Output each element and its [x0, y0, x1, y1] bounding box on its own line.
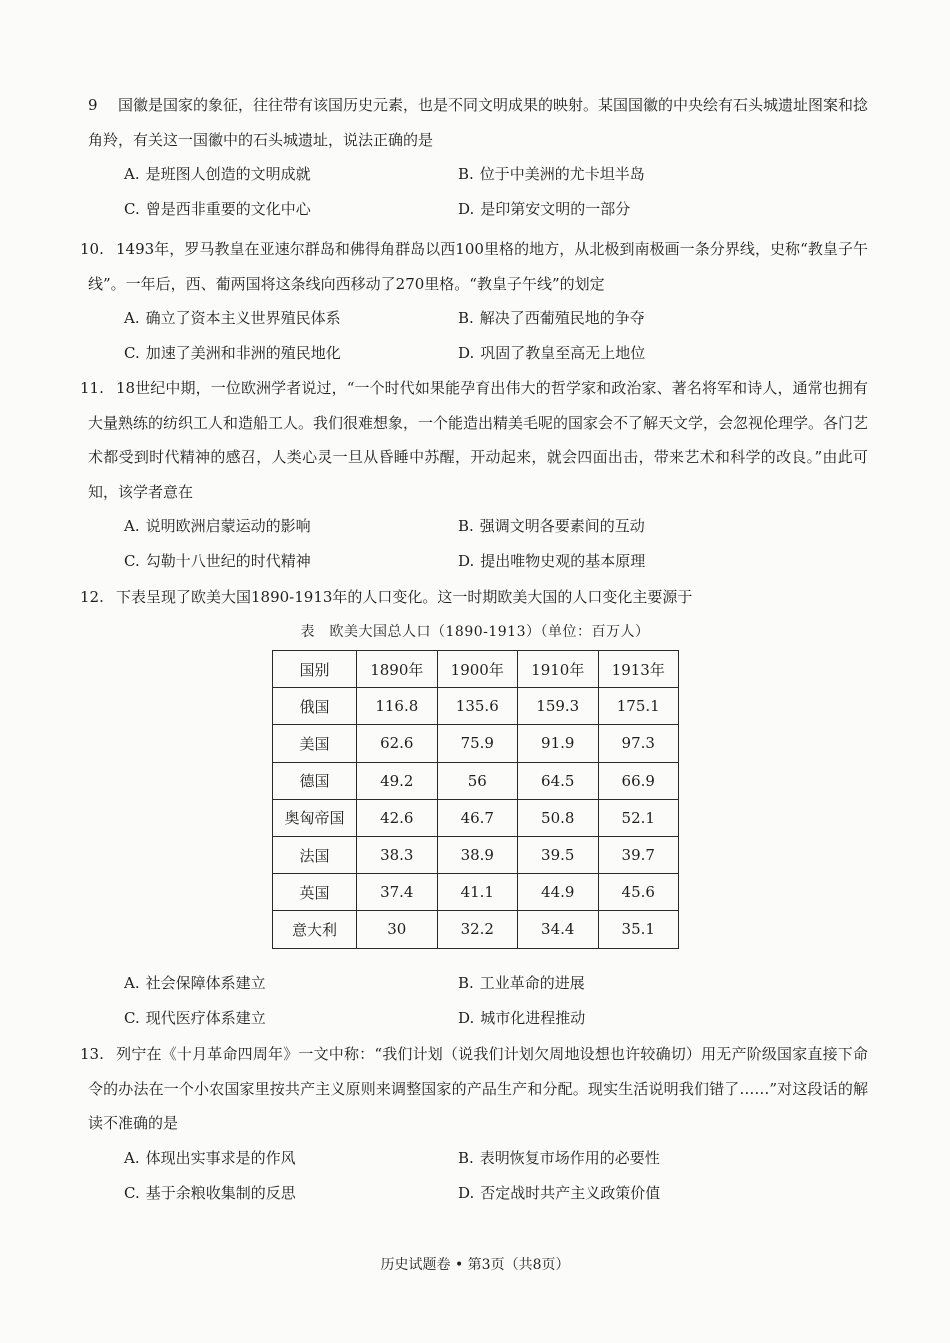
table-cell: 法国 — [273, 836, 357, 873]
table-header-cell: 1910年 — [518, 651, 598, 688]
table-header-cell: 国别 — [273, 651, 357, 688]
table-cell: 44.9 — [518, 874, 598, 911]
question-stem: 9 国徽是国家的象征，往往带有该国历史元素，也是不同文明成果的映射。某国国徽的中央绘有石头城遗址图案和捻角羚，有关这一国徽中的石头城遗址，说法正确的是 — [88, 88, 868, 157]
table-cell: 42.6 — [357, 799, 437, 836]
table-header-cell: 1890年 — [357, 651, 437, 688]
table-cell: 97.3 — [598, 725, 679, 762]
table-row — [273, 762, 679, 799]
table-cell: 52.1 — [598, 799, 679, 836]
question-stem: 10. 1493年，罗马教皇在亚速尔群岛和佛得角群岛以西100里格的地方，从北极到南极画一条分界线，史称“教皇子午线”。一年后，西、葡两国将这条线向西移动了270里格。“教皇子午线”的划定 — [88, 232, 868, 301]
option-b: B. 解决了西葡殖民地的争夺 — [458, 309, 645, 327]
question-9 — [88, 88, 868, 227]
table-row — [273, 799, 679, 836]
table-cell: 45.6 — [598, 874, 679, 911]
table-cell: 91.9 — [518, 725, 598, 762]
option-d: D. 巩固了教皇至高无上地位 — [458, 344, 646, 362]
table-cell: 39.7 — [598, 836, 679, 873]
table-cell: 德国 — [273, 762, 357, 799]
option-b: B. 位于中美洲的尤卡坦半岛 — [458, 165, 645, 183]
option-c: C. 加速了美洲和非洲的殖民地化 — [124, 344, 341, 362]
question-number: 13. — [80, 1045, 104, 1063]
option-b: B. 强调文明各要素间的互动 — [458, 517, 645, 535]
table-cell: 41.1 — [437, 874, 517, 911]
options-row-1 — [88, 1141, 868, 1176]
table-cell: 37.4 — [357, 874, 437, 911]
table-cell: 35.1 — [598, 911, 679, 948]
options-row-2 — [88, 1001, 868, 1036]
option-a: A. 是班图人创造的文明成就 — [124, 165, 311, 183]
option-a: A. 体现出实事求是的作风 — [124, 1148, 296, 1167]
option-d: D. 是印第安文明的一部分 — [458, 200, 631, 218]
table-cell: 159.3 — [518, 688, 598, 725]
table-cell: 30 — [357, 911, 437, 948]
option-a: A. 确立了资本主义世界殖民体系 — [124, 309, 341, 327]
options-row-1 — [88, 301, 868, 336]
table-row — [273, 725, 679, 762]
table-cell: 39.5 — [518, 836, 598, 873]
question-12 — [80, 580, 868, 615]
question-number: 9 — [88, 96, 98, 114]
table-cell: 英国 — [273, 874, 357, 911]
table-cell: 175.1 — [598, 688, 679, 725]
option-d: D. 城市化进程推动 — [458, 1009, 586, 1027]
table-cell: 75.9 — [437, 725, 517, 762]
table-cell: 64.5 — [518, 762, 598, 799]
question-11 — [80, 371, 869, 579]
table-cell: 俄国 — [273, 688, 357, 725]
option-b: B. 工业革命的进展 — [458, 974, 585, 992]
table-cell: 135.6 — [437, 688, 517, 725]
table-cell: 46.7 — [437, 799, 517, 836]
option-c: C. 现代医疗体系建立 — [124, 1009, 266, 1027]
question-stem: 11. 18世纪中期，一位欧洲学者说过，“一个时代如果能孕育出伟大的哲学家和政治家、著名将军和诗人，通常也拥有大量熟练的纺织工人和造船工人。我们很难想象，一个能造出精美毛呢的国家会不了解天文学，会忽视伦理学。各门艺术都受到时代精神的感召，人类心灵一旦从昏睡中苏醒，开动起来，就会四面出击，带来艺术和科学的改良。”由此可知，该学者意在 — [88, 371, 868, 509]
table-row — [273, 874, 679, 911]
options-row-2 — [88, 544, 868, 579]
table-cell: 34.4 — [518, 911, 598, 948]
table-cell: 38.9 — [437, 836, 517, 873]
options-row-2 — [88, 192, 868, 227]
table-cell: 意大利 — [273, 911, 357, 948]
table-header-cell: 1913年 — [598, 651, 679, 688]
table-row — [273, 911, 679, 948]
question-10 — [80, 232, 868, 371]
population-table — [272, 650, 679, 949]
question-number: 11. — [80, 379, 104, 397]
page-footer: 历史试题卷 • 第3页（共8页） — [380, 1257, 570, 1273]
option-d: D. 提出唯物史观的基本原理 — [458, 552, 646, 570]
table-header-cell: 1900年 — [437, 651, 517, 688]
table-cell: 62.6 — [357, 725, 437, 762]
option-a: A. 社会保障体系建立 — [124, 974, 266, 992]
options-row-1 — [88, 509, 868, 544]
table-caption: 表 欧美大国总人口（1890-1913）（单位：百万人） — [300, 624, 650, 640]
question-13 — [80, 1037, 868, 1211]
options-row-1 — [88, 966, 868, 1001]
option-b: B. 表明恢复市场作用的必要性 — [458, 1148, 660, 1167]
table-header-row — [273, 651, 679, 688]
table-cell: 38.3 — [357, 836, 437, 873]
option-a: A. 说明欧洲启蒙运动的影响 — [124, 517, 311, 535]
options-row-2 — [88, 1176, 868, 1211]
option-c: C. 曾是西非重要的文化中心 — [124, 200, 311, 218]
table-row — [273, 836, 679, 873]
table-cell: 49.2 — [357, 762, 437, 799]
table-cell: 56 — [437, 762, 517, 799]
options-row-1 — [88, 157, 868, 192]
option-c: C. 勾勒十八世纪的时代精神 — [124, 552, 311, 570]
question-number: 12. — [80, 588, 104, 606]
table-cell: 奥匈帝国 — [273, 799, 357, 836]
options-row-2 — [88, 336, 868, 371]
option-c: C. 基于余粮收集制的反思 — [124, 1183, 296, 1202]
table-cell: 66.9 — [598, 762, 679, 799]
question-12-options — [88, 966, 868, 1036]
table-cell: 50.8 — [518, 799, 598, 836]
table-cell: 美国 — [273, 725, 357, 762]
question-number: 10. — [80, 240, 104, 258]
question-stem: 13. 列宁在《十月革命四周年》一文中称：“我们计划（说我们计划欠周地设想也许较确切）用无产阶级国家直接下命令的办法在一个小农国家里按共产主义原则来调整国家的产品生产和分配。现实生活说明我们错了……”对这段话的解读不准确的是 — [88, 1037, 868, 1141]
table-row — [273, 688, 679, 725]
table-cell: 116.8 — [357, 688, 437, 725]
question-stem: 12. 下表呈现了欧美大国1890-1913年的人口变化。这一时期欧美大国的人口变化主要源于 — [88, 580, 868, 615]
table-cell: 32.2 — [437, 911, 517, 948]
option-d: D. 否定战时共产主义政策价值 — [458, 1183, 661, 1202]
